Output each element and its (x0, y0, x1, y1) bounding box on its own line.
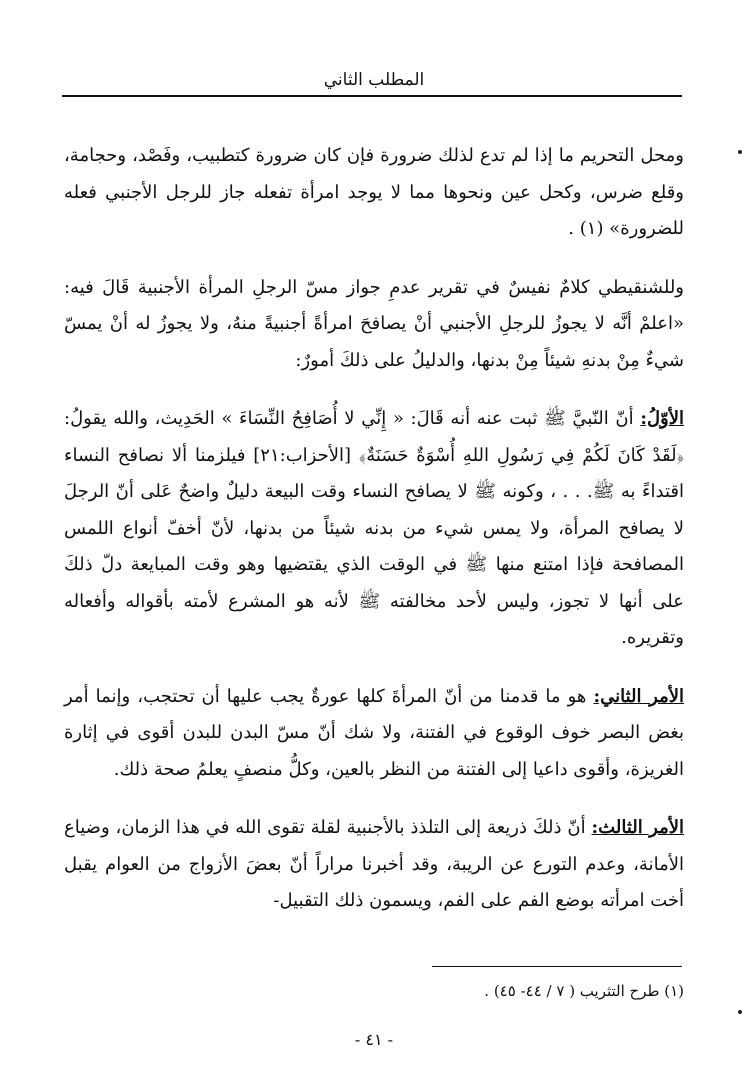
header-divider (62, 95, 682, 97)
paragraph-3 (64, 401, 684, 657)
paragraph-5 (64, 810, 684, 920)
paragraph-3-lead: الأوّلُ: (640, 408, 684, 429)
page-number: - ٤١ - (354, 1030, 394, 1049)
paragraph-3-text: أنّ النّبيَّ ﷺ ثبت عنه أنه قَالَ: « إِنِّي لا أُصَافِحُ النِّسَاءَ » الحَدِيث، والله يقولُ: ﴿لَقَدْ كَانَ لَكُمْ فِي رَسُولِ اللهِ أُسْوَةٌ حَسَنَةٌ﴾ [الأحزاب:٢١] فيلزمنا ألا نصافح النساء اقتداءً به ﷺ. . . ، وكونه ﷺ لا يصافح النساء وقت البيعة دليلٌ واضحٌ عَلى أنّ الرجلَ لا يصافح المرأة، ولا يمس شيء من بدنه شيئاً من بدنها، لأنّ أخفّ أنواع اللمس المصافحة فإذا امتنع منها ﷺ في الوقت الذي يقتضيها وهو وقت المبايعة دلّ ذلكَ على أنها لا تجوز، وليس لأحد مخالفته ﷺ لأنه هو المشرع لأمته بأقواله وأفعاله وتقريره. (64, 408, 684, 648)
paragraph-4 (64, 679, 684, 789)
paragraph-4-text: هو ما قدمنا من أنّ المرأةَ كلها عورةٌ يجب عليها أن تحتجب، وإنما أمر بغض البصر خوف الوقوع في الفتنة، ولا شك أنّ مسّ البدن للبدن أقوى في إثارة الغريزة، وأقوى داعيا إلى الفتنة من النظر بالعين، وكلُّ منصفٍ يعلمُ صحة ذلك. (64, 685, 684, 780)
paragraph-2 (64, 270, 684, 380)
paragraph-1 (64, 138, 684, 248)
paragraph-1-text: ومحل التحريم ما إذا لم تدع لذلك ضرورة فإن كان ضرورة كتطبيب، وفَصْد، وحجامة، وقلع ضرس، وكحل عين ونحوها مما لا يوجد امرأة تفعله جاز للرجل الأجنبي فعله للضرورة» (١) . (64, 145, 684, 239)
paragraph-5-lead: الأمر الثالث: (591, 817, 684, 838)
scan-mark (738, 1010, 742, 1014)
page-header-title: المطلب الثاني (323, 70, 425, 90)
paragraph-2-text: وللشنقيطي كلامٌ نفيسٌ في تقرير عدمِ جواز مسّ الرجلِ المرأة الأجنبية قَالَ فيه: «اعلمْ أنَّه لا يجوزُ للرجلِ الأجنبي أنْ يصافحَ امرأةً أجنبيةً منهُ، ولا يجوزُ له أنْ يمسّ شيءٌ مِنْ بدنهِ شيئاً مِنْ بدنها، والدليلُ على ذلكَ أمورٌ: (64, 276, 684, 371)
scan-mark (738, 150, 742, 154)
paragraph-5-text: أنّ ذلكَ ذريعة إلى التلذذ بالأجنبية لقلة تقوى الله في هذا الزمان، وضياع الأمانة، وعدم التورع عن الريبة، وقد أخبرنا مراراً أنّ بعضَ الأزواج من العوام يقبل أخت امرأته بوضع الفم على الفم، ويسمون ذلك التقبيل- (64, 817, 684, 911)
footnote-divider (432, 966, 682, 967)
paragraph-4-lead: الأمر الثاني: (593, 685, 684, 707)
body-text (64, 138, 684, 942)
footnote: (١) طرح التثريب ( ٧ / ٤٤- ٤٥) . (484, 982, 684, 1000)
